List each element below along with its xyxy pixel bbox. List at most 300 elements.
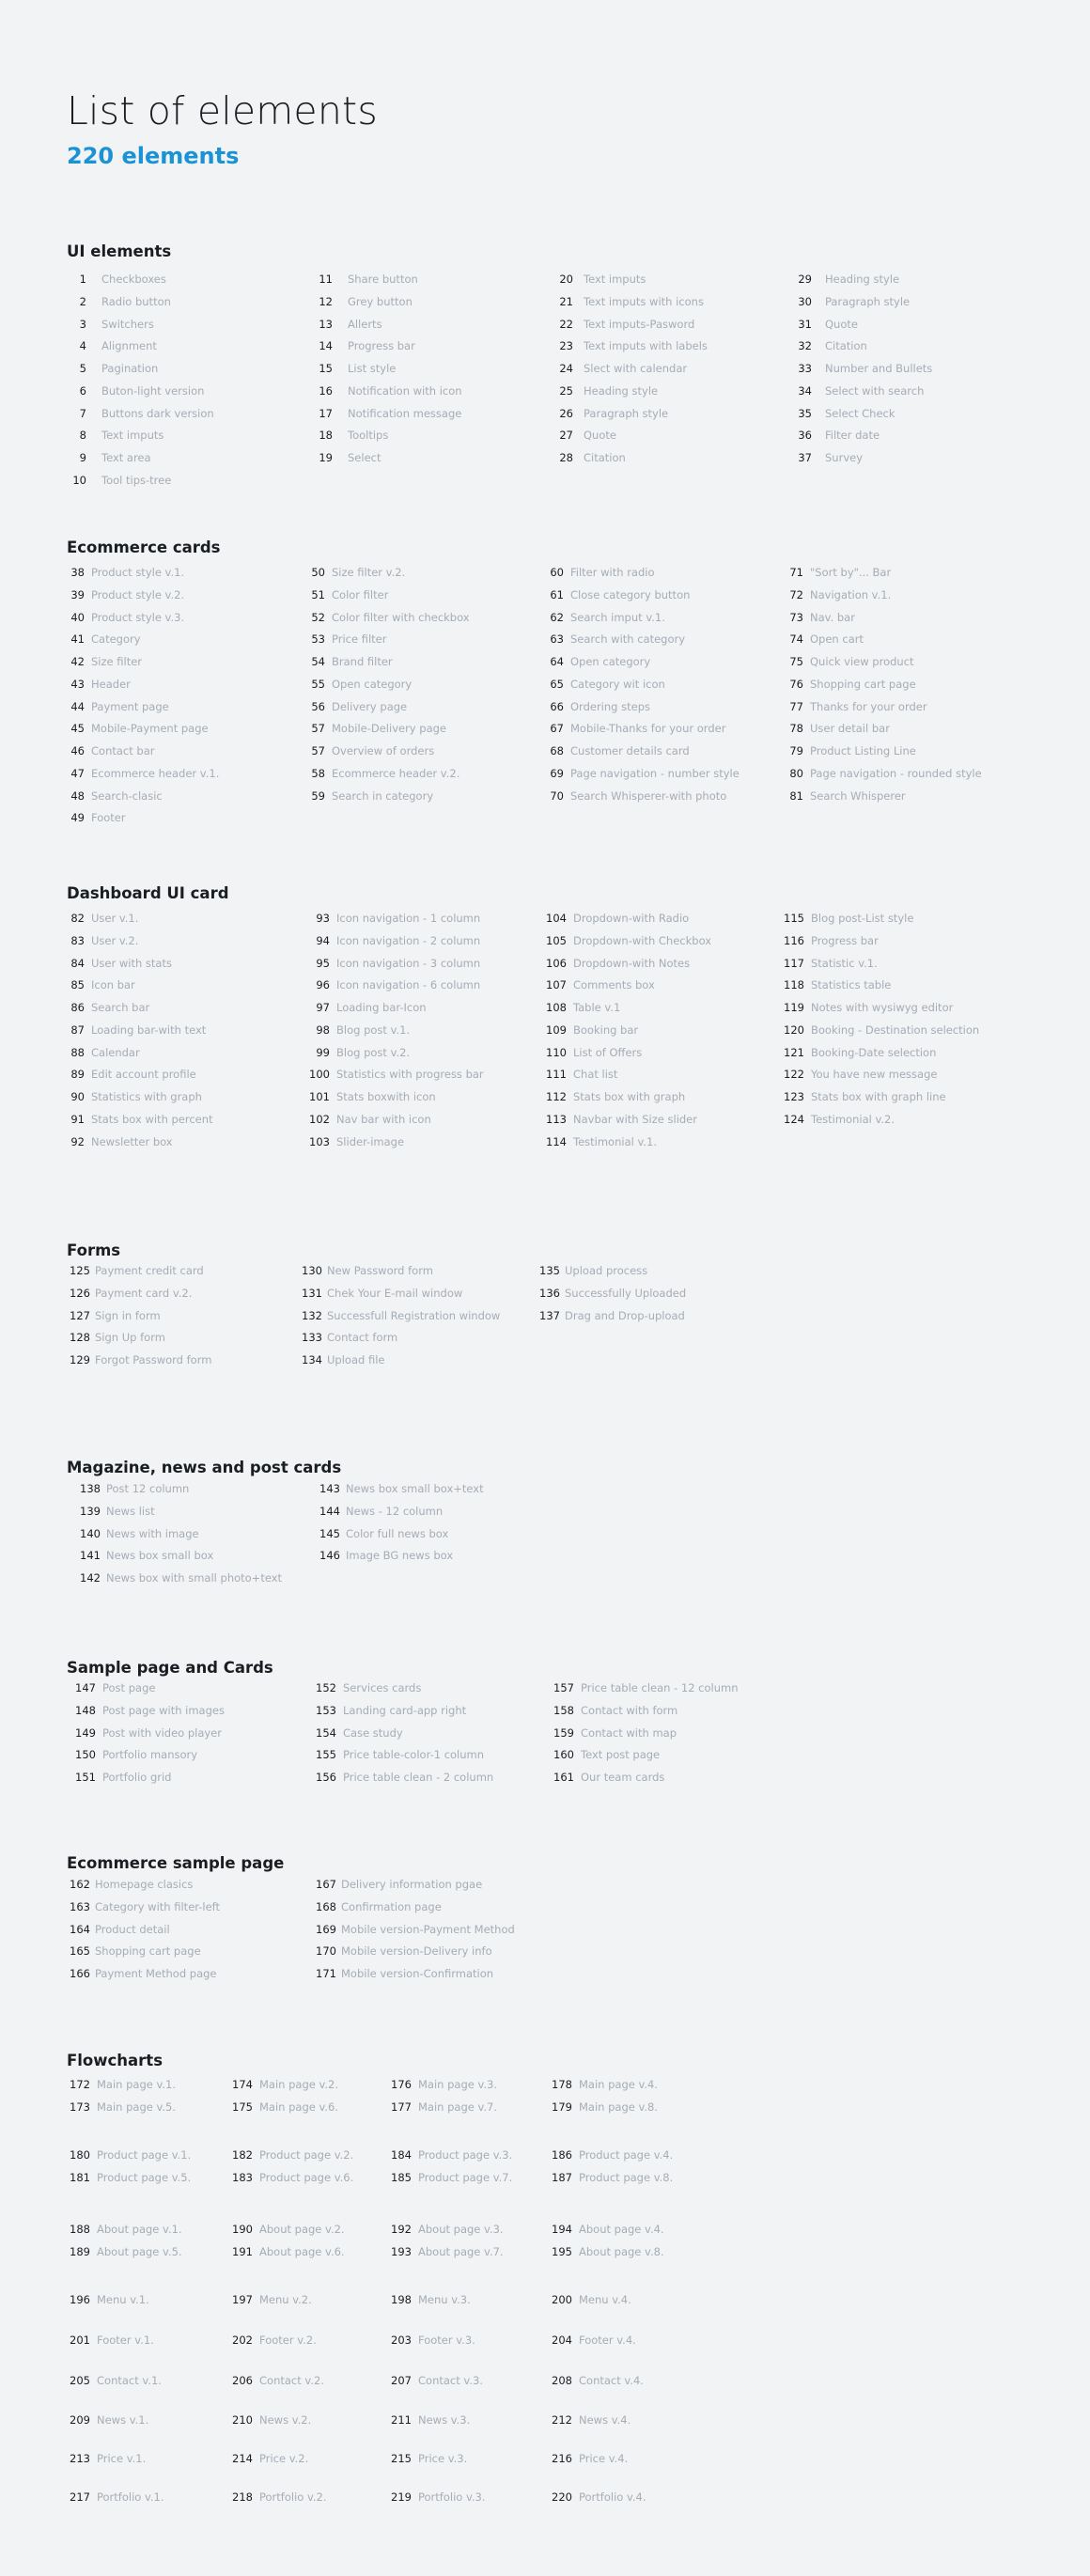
list-item[interactable] (549, 2242, 664, 2261)
list-item[interactable] (307, 719, 446, 738)
item-number: 33 (798, 362, 812, 375)
list-item[interactable] (67, 2168, 191, 2187)
list-item[interactable] (543, 1043, 642, 1062)
list-item[interactable] (549, 2098, 658, 2116)
list-item[interactable] (555, 426, 616, 445)
list-item[interactable] (549, 2075, 658, 2094)
list-item[interactable] (307, 998, 427, 1017)
item-label: Slect with calendar (584, 362, 688, 375)
list-item[interactable] (317, 1546, 453, 1565)
list-item[interactable] (786, 742, 916, 760)
list-item[interactable] (67, 998, 149, 1017)
list-item[interactable] (555, 382, 658, 400)
list-item[interactable] (67, 2075, 176, 2094)
list-item[interactable] (317, 1502, 443, 1521)
list-item[interactable] (307, 976, 480, 994)
list-item[interactable] (781, 931, 879, 950)
list-item[interactable] (313, 1701, 466, 1720)
list-item[interactable] (307, 585, 388, 604)
list-item[interactable] (786, 764, 982, 783)
list-item[interactable] (315, 270, 418, 289)
list-item[interactable] (551, 1701, 677, 1720)
list-item[interactable] (315, 382, 462, 400)
list-item[interactable] (67, 1065, 196, 1084)
list-item[interactable] (549, 2290, 631, 2309)
list-item[interactable] (388, 2449, 467, 2468)
list-item[interactable] (67, 697, 169, 716)
list-item[interactable] (313, 1768, 493, 1787)
list-item[interactable] (229, 2488, 327, 2506)
item-label: Customer details card (570, 744, 690, 757)
list-item[interactable] (299, 1350, 384, 1369)
list-item[interactable] (794, 336, 867, 355)
list-item[interactable] (67, 585, 184, 604)
list-item[interactable] (67, 787, 163, 805)
list-item[interactable] (549, 2220, 664, 2239)
list-item[interactable] (546, 585, 690, 604)
list-item[interactable] (794, 382, 924, 400)
list-item[interactable] (786, 585, 891, 604)
list-item[interactable] (794, 426, 880, 445)
list-item[interactable] (67, 608, 184, 627)
item-number: 133 (302, 1331, 322, 1345)
item-label: Radio button (101, 294, 171, 308)
list-item[interactable] (229, 2098, 338, 2116)
list-item[interactable] (313, 1964, 493, 1983)
item-number: 193 (391, 2244, 412, 2258)
list-item[interactable] (551, 1678, 739, 1697)
list-item[interactable] (388, 2098, 497, 2116)
item-label: Payment Method page (95, 1967, 217, 1980)
item-label: News v.1. (97, 2413, 149, 2427)
item-number: 143 (319, 1482, 340, 1495)
list-item[interactable] (546, 652, 650, 671)
list-item[interactable] (546, 742, 690, 760)
list-item[interactable] (546, 675, 665, 694)
list-item[interactable] (549, 2146, 673, 2164)
item-label: Loading bar-with text (91, 1023, 207, 1037)
list-item[interactable] (72, 1768, 172, 1787)
list-item[interactable] (67, 2290, 149, 2309)
list-item[interactable] (67, 2146, 191, 2164)
list-item[interactable] (67, 742, 154, 760)
list-item[interactable] (77, 1569, 282, 1587)
list-item[interactable] (307, 652, 393, 671)
item-label: Navbar with Size slider (573, 1112, 697, 1126)
item-label: Post page with images (102, 1703, 225, 1717)
list-item[interactable] (77, 1546, 213, 1565)
list-item[interactable] (781, 1021, 979, 1039)
item-label: Post with video player (102, 1725, 222, 1740)
list-item[interactable] (555, 292, 704, 311)
section-title: Dashboard UI card (67, 884, 229, 902)
list-item[interactable] (67, 719, 209, 738)
list-item[interactable] (315, 315, 382, 334)
list-item[interactable] (67, 652, 142, 671)
list-item[interactable] (67, 931, 138, 950)
list-item[interactable] (299, 1261, 433, 1280)
list-item[interactable] (229, 2290, 312, 2309)
list-item[interactable] (67, 1284, 192, 1303)
item-label: Text imputs (101, 429, 164, 443)
list-item[interactable] (555, 448, 626, 467)
list-item[interactable] (543, 1065, 617, 1084)
list-item[interactable] (388, 2290, 471, 2309)
list-item[interactable] (67, 675, 131, 694)
item-label: Delivery page (332, 699, 408, 713)
list-item[interactable] (315, 404, 461, 423)
list-item[interactable] (313, 1897, 442, 1916)
list-item[interactable] (72, 1701, 225, 1720)
item-number: 110 (546, 1045, 567, 1059)
item-label: Mobile-Delivery page (332, 722, 446, 736)
list-item[interactable] (551, 1724, 677, 1742)
list-item[interactable] (67, 563, 184, 582)
item-number: 10 (72, 473, 86, 487)
list-item[interactable] (229, 2411, 311, 2429)
list-item[interactable] (781, 1065, 937, 1084)
item-number: 50 (311, 566, 325, 579)
list-item[interactable] (67, 1920, 170, 1939)
list-item[interactable] (67, 1021, 206, 1039)
list-item[interactable] (549, 2168, 673, 2187)
list-item[interactable] (67, 2371, 162, 2390)
list-item[interactable] (67, 359, 158, 378)
list-item[interactable] (299, 1306, 500, 1325)
item-label: You have new message (811, 1068, 938, 1082)
item-label: Portfolio v.1. (97, 2490, 164, 2504)
list-item[interactable] (67, 976, 135, 994)
list-item[interactable] (67, 2411, 148, 2429)
list-item[interactable] (781, 1087, 946, 1106)
item-label: Search imput v.1. (570, 610, 665, 624)
list-item[interactable] (77, 1479, 189, 1498)
item-label: Product page v.5. (97, 2170, 192, 2184)
list-item[interactable] (549, 2371, 644, 2390)
list-item[interactable] (781, 909, 913, 928)
list-item[interactable] (229, 2168, 353, 2187)
list-item[interactable] (67, 2242, 182, 2261)
list-item[interactable] (543, 1087, 685, 1106)
item-label: About page v.6. (259, 2244, 345, 2258)
item-label: Buttons dark version (101, 406, 214, 420)
item-label: Price v.1. (97, 2452, 147, 2465)
list-item[interactable] (315, 359, 396, 378)
list-item[interactable] (67, 1087, 202, 1106)
list-item[interactable] (786, 719, 890, 738)
item-label: Shopping cart page (810, 677, 916, 691)
list-item[interactable] (67, 1043, 140, 1062)
item-label: About page v.3. (418, 2223, 504, 2236)
item-number: 27 (559, 429, 573, 443)
list-item[interactable] (67, 2488, 164, 2506)
item-label: Price table clean - 12 column (581, 1681, 739, 1694)
list-item[interactable] (307, 764, 459, 783)
list-item[interactable] (781, 954, 878, 973)
list-item[interactable] (388, 2331, 475, 2350)
list-item[interactable] (543, 998, 620, 1017)
item-number: 49 (70, 811, 85, 825)
list-item[interactable] (67, 2098, 176, 2116)
list-item[interactable] (388, 2371, 483, 2390)
list-item[interactable] (307, 1087, 436, 1106)
list-item[interactable] (229, 2371, 324, 2390)
item-number: 173 (70, 2100, 90, 2114)
list-item[interactable] (549, 2488, 646, 2506)
item-label: Mobile version-Delivery info (341, 1944, 492, 1959)
list-item[interactable] (543, 976, 655, 994)
list-item[interactable] (781, 998, 953, 1017)
item-label: Nav. bar (810, 610, 855, 624)
list-item[interactable] (546, 764, 740, 783)
list-item[interactable] (546, 787, 726, 805)
list-item[interactable] (388, 2168, 512, 2187)
list-item[interactable] (786, 787, 906, 805)
list-item[interactable] (307, 1043, 410, 1062)
list-item[interactable] (307, 675, 412, 694)
item-label: Tool tips-tree (101, 473, 172, 487)
list-item[interactable] (67, 404, 214, 423)
list-item[interactable] (317, 1524, 448, 1543)
item-number: 191 (232, 2244, 253, 2258)
list-item[interactable] (67, 2449, 146, 2468)
list-item[interactable] (551, 1768, 664, 1787)
list-item[interactable] (543, 1021, 638, 1039)
list-item[interactable] (315, 426, 388, 445)
list-item[interactable] (67, 954, 172, 973)
item-label: Successfully Uploaded (565, 1286, 687, 1300)
item-label: Blog post v.1. (336, 1023, 411, 1037)
list-item[interactable] (229, 2449, 308, 2468)
list-item[interactable] (77, 1524, 199, 1543)
list-item[interactable] (67, 1132, 173, 1151)
list-item[interactable] (67, 1875, 193, 1894)
item-number: 81 (789, 788, 803, 803)
item-number: 145 (319, 1526, 340, 1540)
item-number: 75 (789, 655, 803, 668)
list-item[interactable] (786, 608, 855, 627)
list-item[interactable] (537, 1284, 686, 1303)
item-number: 8 (79, 429, 86, 443)
item-label: Booking - Destination selection (811, 1023, 980, 1037)
list-item[interactable] (67, 292, 171, 311)
list-item[interactable] (546, 719, 725, 738)
list-item[interactable] (67, 336, 157, 355)
item-number: 72 (789, 587, 803, 601)
list-item[interactable] (67, 1942, 201, 1960)
item-label: About page v.1. (97, 2223, 182, 2236)
list-item[interactable] (794, 448, 863, 467)
list-item[interactable] (67, 630, 141, 648)
item-number: 210 (232, 2413, 253, 2427)
list-item[interactable] (229, 2075, 338, 2094)
item-number: 158 (553, 1703, 574, 1717)
item-number: 88 (70, 1045, 85, 1059)
item-number: 160 (553, 1748, 574, 1762)
list-item[interactable] (299, 1328, 397, 1347)
list-item[interactable] (315, 336, 415, 355)
list-item[interactable] (537, 1261, 647, 1280)
list-item[interactable] (794, 404, 895, 423)
list-item[interactable] (307, 742, 434, 760)
list-item[interactable] (313, 1724, 403, 1742)
list-item[interactable] (315, 292, 413, 311)
item-label: Footer (91, 811, 126, 825)
list-item[interactable] (67, 270, 166, 289)
list-item[interactable] (313, 1920, 515, 1939)
list-item[interactable] (67, 1110, 213, 1129)
list-item[interactable] (67, 426, 164, 445)
list-item[interactable] (229, 2242, 345, 2261)
item-number: 21 (559, 294, 573, 308)
item-number: 86 (70, 1001, 85, 1014)
list-item[interactable] (229, 2146, 353, 2164)
list-item[interactable] (555, 404, 668, 423)
list-item[interactable] (67, 2220, 182, 2239)
list-item[interactable] (546, 630, 685, 648)
item-number: 186 (552, 2148, 572, 2162)
list-item[interactable] (543, 1132, 657, 1151)
list-item[interactable] (67, 2331, 154, 2350)
list-item[interactable] (543, 909, 689, 928)
list-item[interactable] (543, 954, 690, 973)
list-item[interactable] (555, 315, 694, 334)
list-item[interactable] (786, 675, 916, 694)
item-number: 192 (391, 2223, 412, 2236)
item-number: 215 (391, 2452, 412, 2465)
list-item[interactable] (67, 1328, 165, 1347)
list-item[interactable] (313, 1942, 492, 1960)
item-label: Drag and Drop-upload (565, 1308, 685, 1322)
list-item[interactable] (388, 2146, 512, 2164)
item-number: 190 (232, 2223, 253, 2236)
list-item[interactable] (72, 1724, 222, 1742)
list-item[interactable] (549, 2411, 631, 2429)
item-label: Sign Up form (95, 1331, 165, 1345)
list-item[interactable] (546, 608, 665, 627)
list-item[interactable] (537, 1306, 685, 1325)
list-item[interactable] (67, 1306, 161, 1325)
item-number: 69 (550, 766, 564, 780)
list-item[interactable] (67, 1964, 217, 1983)
list-item[interactable] (543, 931, 711, 950)
list-item[interactable] (794, 315, 858, 334)
list-item[interactable] (786, 697, 927, 716)
list-item[interactable] (555, 270, 646, 289)
list-item[interactable] (786, 652, 914, 671)
list-item[interactable] (781, 1043, 936, 1062)
list-item[interactable] (313, 1678, 421, 1697)
list-item[interactable] (388, 2220, 504, 2239)
list-item[interactable] (794, 292, 910, 311)
list-item[interactable] (317, 1479, 484, 1498)
item-label: Footer v.2. (259, 2334, 317, 2347)
item-number: 161 (553, 1771, 574, 1784)
list-item[interactable] (313, 1875, 482, 1894)
list-item[interactable] (313, 1745, 484, 1764)
list-item[interactable] (307, 909, 480, 928)
list-item[interactable] (77, 1502, 155, 1521)
list-item[interactable] (307, 630, 386, 648)
list-item[interactable] (551, 1745, 660, 1764)
list-item[interactable] (546, 563, 655, 582)
list-item[interactable] (549, 2331, 636, 2350)
list-item[interactable] (388, 2411, 470, 2429)
list-item[interactable] (67, 1350, 211, 1369)
list-item[interactable] (794, 270, 899, 289)
list-item[interactable] (307, 608, 470, 627)
list-item[interactable] (543, 1110, 697, 1129)
list-item[interactable] (307, 1110, 431, 1129)
item-label: Category wit icon (570, 677, 665, 691)
list-item[interactable] (315, 448, 381, 467)
item-number: 183 (232, 2170, 253, 2184)
item-number: 38 (70, 566, 85, 579)
list-item[interactable] (299, 1284, 462, 1303)
list-item[interactable] (67, 909, 138, 928)
list-item[interactable] (67, 1261, 204, 1280)
list-item[interactable] (67, 764, 219, 783)
list-item[interactable] (786, 563, 891, 582)
item-label: Portfolio grid (102, 1771, 172, 1784)
list-item[interactable] (555, 336, 708, 355)
item-number: 117 (784, 956, 804, 970)
list-item[interactable] (781, 1110, 895, 1129)
list-item[interactable] (307, 1021, 410, 1039)
item-label: Text imputs (584, 273, 646, 286)
list-item[interactable] (67, 382, 204, 400)
list-item[interactable] (388, 2488, 486, 2506)
list-item[interactable] (307, 954, 480, 973)
item-number: 182 (232, 2148, 253, 2162)
list-item[interactable] (388, 2242, 504, 2261)
list-item[interactable] (388, 2075, 497, 2094)
list-item[interactable] (307, 787, 433, 805)
item-number: 112 (546, 1090, 567, 1103)
list-item[interactable] (307, 1132, 404, 1151)
list-item[interactable] (67, 315, 154, 334)
item-label: Pagination (101, 362, 159, 375)
list-item[interactable] (307, 563, 405, 582)
item-number: 9 (79, 451, 86, 464)
list-item[interactable] (229, 2220, 345, 2239)
list-item[interactable] (72, 1678, 155, 1697)
list-item[interactable] (67, 448, 151, 467)
item-number: 116 (784, 933, 804, 947)
list-item[interactable] (794, 359, 932, 378)
item-label: Confirmation page (341, 1899, 442, 1913)
list-item[interactable] (67, 471, 171, 490)
item-label: User v.2. (91, 933, 139, 947)
list-item[interactable] (72, 1745, 197, 1764)
item-label: Heading style (825, 273, 900, 286)
item-number: 185 (391, 2170, 412, 2184)
item-label: Dropdown-with Checkbox (573, 933, 712, 947)
list-item[interactable] (786, 630, 864, 648)
list-item[interactable] (67, 1897, 220, 1916)
item-number: 6 (79, 383, 86, 398)
item-label: Case study (343, 1725, 403, 1740)
list-item[interactable] (307, 1065, 484, 1084)
list-item[interactable] (549, 2449, 628, 2468)
list-item[interactable] (546, 697, 650, 716)
list-item[interactable] (229, 2331, 317, 2350)
list-item[interactable] (67, 808, 126, 827)
list-item[interactable] (307, 931, 480, 950)
list-item[interactable] (307, 697, 407, 716)
list-item[interactable] (555, 359, 687, 378)
list-item[interactable] (781, 976, 891, 994)
